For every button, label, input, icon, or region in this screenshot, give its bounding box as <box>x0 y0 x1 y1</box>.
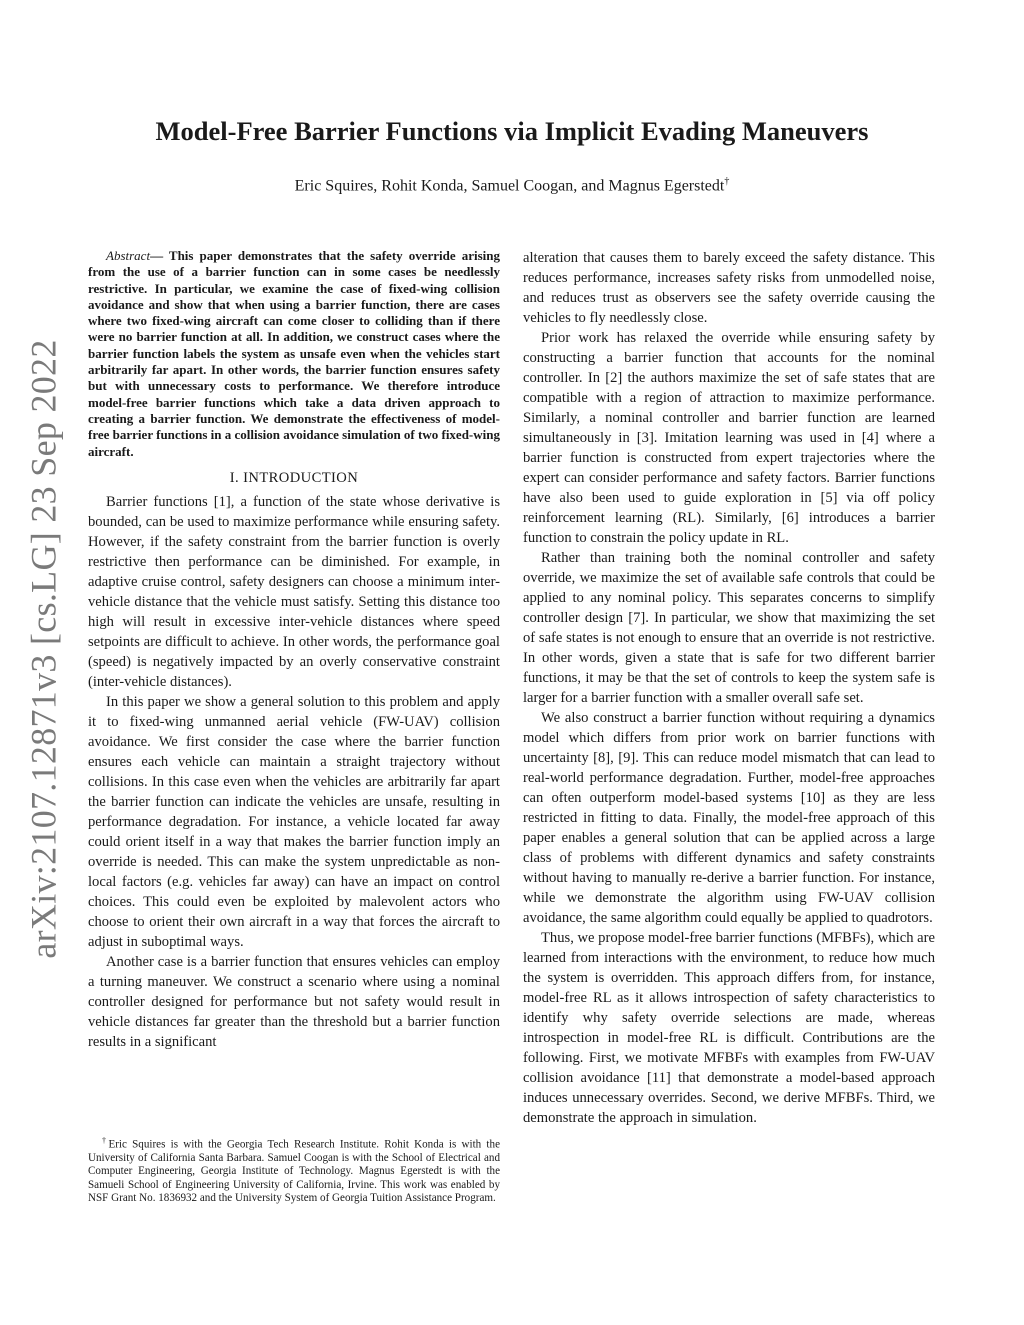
paragraph: In this paper we show a general solution to this problem and apply it to fixed-wing unmanned aerial vehicle (FW-UAV) collision avoidance. We first consider the case where the barrier function ensures each vehicle can maintain a straight trajectory without collisions. In this case even when the vehicles are arbitrarily far apart the barrier function can indicate the vehicles are unsafe, resulting in performance degradation. For instance, a vehicle located far away could orient itself in a way that makes the barrier function imply an override is needed. This can make the system unpredictable as non-local factors (e.g. vehicles far away) can have an impact on control choices. This could even be exploited by malevolent actors who choose to orient their own aircraft in a way that forces the aircraft to adjust in suboptimal ways. <box>88 693 500 950</box>
abstract-label: Abstract <box>106 248 151 263</box>
paper-title: Model-Free Barrier Functions via Implicit Evading Maneuvers <box>155 116 869 146</box>
abstract <box>88 248 500 460</box>
abstract-text: — This paper demonstrates that the safety override arising from the use of a barrier function can in some cases be needlessly restrictive. In particular, we examine the case of fixed-wing collision avoidance and show that when using a barrier function, there are cases where two fixed-wing aircraft can come closer to colliding than if there were no barrier function at all. In addition, we construct cases where the barrier function labels the system as unsafe even when the vehicles start arbitrarily far apart. In other words, the barrier function ensures safety but with unnecessary costs to performance. We therefore introduce model-free barrier functions which take a data driven approach to creating a barrier function. We demonstrate the effectiveness of model-free barrier functions in a collision avoidance simulation of two fixed-wing aircraft. <box>88 248 500 459</box>
author-affiliation-footnote <box>88 1134 500 1205</box>
author-names: Eric Squires, Rohit Konda, Samuel Coogan, and Magnus Egerstedt <box>294 177 725 195</box>
author-footnote-mark: † <box>724 176 730 187</box>
paragraph: alteration that causes them to barely exceed the safety distance. This reduces performance, increases safety risks from unmodelled noise, and reduces trust as observers see the safety override causing the vehicles to fly needlessly close. <box>523 250 935 326</box>
arxiv-identifier-text: arXiv:2107.12871v3 [cs.LG] 23 Sep 2022 <box>24 339 65 959</box>
arxiv-identifier-stamp <box>22 339 66 959</box>
right-column <box>523 248 935 1128</box>
footnote-mark: † <box>102 1136 109 1145</box>
paragraph: Another case is a barrier function that ensures vehicles can employ a turning maneuver. We construct a scenario where using a nominal controller designed for performance but not safety would result in vehicle distances far greater than the threshold but a barrier function results in a significant <box>88 953 500 1050</box>
author-list <box>0 176 1024 195</box>
section-heading-introduction: I. INTRODUCTION <box>229 469 359 486</box>
paragraph: Barrier functions [1], a function of the state whose derivative is bounded, can be used to maximize performance while ensuring safety. However, if the safety constraint from the barrier function is overly restrictive then performance can be diminished. For example, in adaptive cruise control, safety designers can choose a minimum inter-vehicle distance that the vehicle must satisfy. Setting this distance too high will result in excessive inter-vehicle distances where speed setpoints are difficult to achieve. In other words, the performance goal (speed) is negatively impacted by an overly conservative constraint (inter-vehicle distances). <box>88 493 500 690</box>
paragraph: Rather than training both the nominal controller and safety override, we maximize the set of available safe controls that could be applied to any nominal policy. This separates concerns to simplify controller design [7]. In particular, we show that maximizing the set of safe states is not enough to ensure that an override is not restrictive. In other words, given a state that is safe for two different barrier functions, it may be that the set of controls to keep the system safe is larger for a barrier function with a smaller overall safe set. <box>523 550 935 706</box>
paragraph: Thus, we propose model-free barrier functions (MFBFs), which are learned from interactions with the environment, to reduce how much the system is overridden. This approach differs from, for instance, model-free RL as it allows introspection of safety characteristics to identify why safety override selections are made, whereas introspection in model-free RL is difficult. Contributions are the following. First, we motivate MFBFs with examples from FW-UAV collision avoidance [11] that demonstrate a model-based approach induces unnecessary overrides. Second, we derive MFBFs. Third, we demonstrate the approach in simulation. <box>523 930 935 1126</box>
paragraph: Prior work has relaxed the override while ensuring safety by constructing a barrier function that accounts for the nominal controller. In [2] the authors maximize the set of safe states that are compatible with a region of attraction to maximize performance. Similarly, a nominal controller and barrier function are learned simultaneously in [3]. Imitation learning was used in [4] where a barrier function is constructed from expert trajectories where the expert can consider performance and safety factors. Barrier functions have also been used to guide exploration in [5] via off policy reinforcement learning (RL). Similarly, [6] introduces a barrier function to constrain the policy update in RL. <box>523 330 935 546</box>
footnote-text: Eric Squires is with the Georgia Tech Research Institute. Rohit Konda is with the University of California Santa Barbara. Samuel Coogan is with the School of Electrical and Computer Engineering, Georgia Institute of Technology. Magnus Egerstedt is with the Samueli School of Engineering University of California, Irvine. This work was enabled by NSF Grant No. 1836932 and the University System of Georgia Tuition Assistance Program. <box>88 1138 500 1204</box>
paragraph: We also construct a barrier function without requiring a dynamics model which differs from prior work on barrier functions with uncertainty [8], [9]. This can reduce model mismatch that can lead to real-world performance degradation. Further, model-free approaches can often outperform model-based systems [10] as they are less restricted in fitting to data. Finally, the model-free approach of this paper enables a general solution that can be applied across a large class of problems with different dynamics and safety constraints without having to manually re-derive a barrier function. For instance, while we demonstrate the algorithm using FW-UAV collision avoidance, the same algorithm could equally be applied to quadrotors. <box>523 710 935 926</box>
left-column <box>88 248 500 1052</box>
